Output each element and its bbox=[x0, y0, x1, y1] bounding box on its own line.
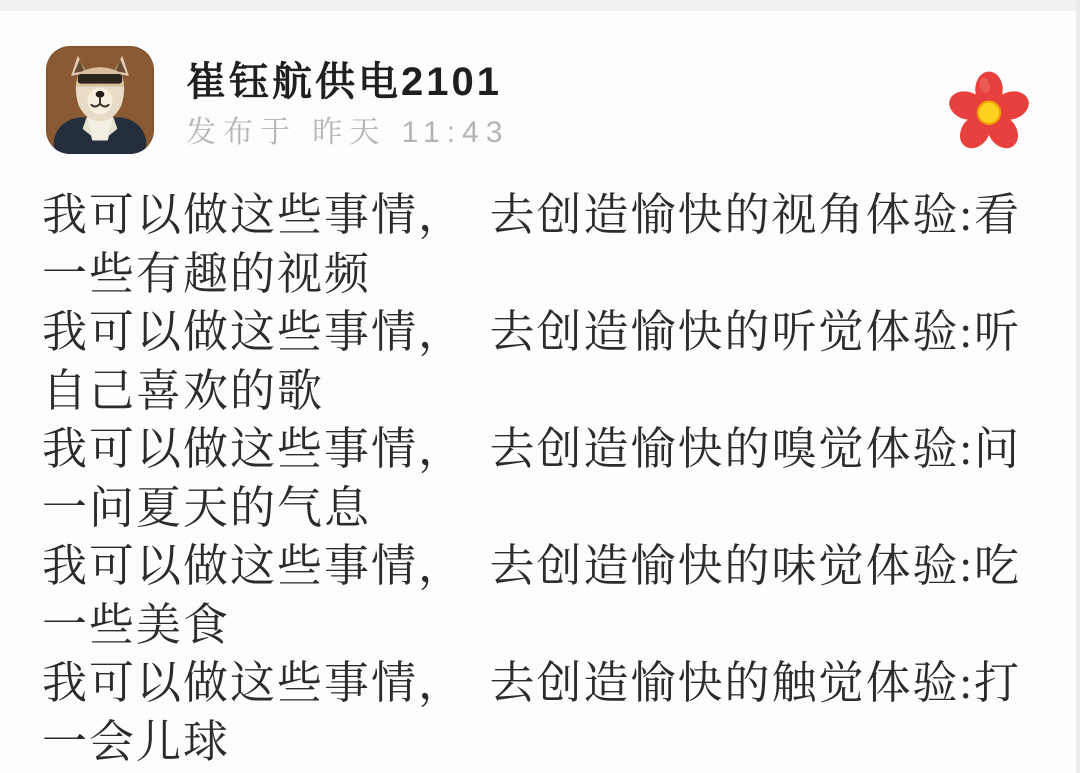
post-line: 一问夏天的气息 bbox=[42, 482, 372, 533]
post-line: 一会儿球 bbox=[42, 716, 231, 767]
post-line: 一些有趣的视频 bbox=[42, 248, 372, 299]
post-header bbox=[0, 0, 1080, 180]
post-body-text bbox=[42, 186, 1042, 771]
post-line: 我可以做这些事情， 去创造愉快的触觉体验:打 bbox=[42, 658, 1022, 708]
post-line: 一些美食 bbox=[42, 599, 231, 650]
shiba-dog-avatar-icon bbox=[46, 46, 154, 154]
post-line: 我可以做这些事情， 去创造愉快的嗅觉体验:问 bbox=[42, 424, 1022, 474]
post-timestamp: 发布于 昨天 11:43 bbox=[186, 116, 510, 149]
user-avatar[interactable] bbox=[46, 46, 154, 154]
post-line: 我可以做这些事情， 去创造愉快的听觉体验:听 bbox=[42, 307, 1022, 357]
red-flower-emoji-icon bbox=[946, 68, 1032, 154]
username[interactable]: 崔钰航供电2101 bbox=[186, 60, 502, 104]
post-line: 自己喜欢的歌 bbox=[42, 365, 325, 416]
post-line: 我可以做这些事情， 去创造愉快的视角体验:看 bbox=[42, 190, 1022, 240]
post-line: 我可以做这些事情， 去创造愉快的味觉体验:吃 bbox=[42, 541, 1022, 591]
